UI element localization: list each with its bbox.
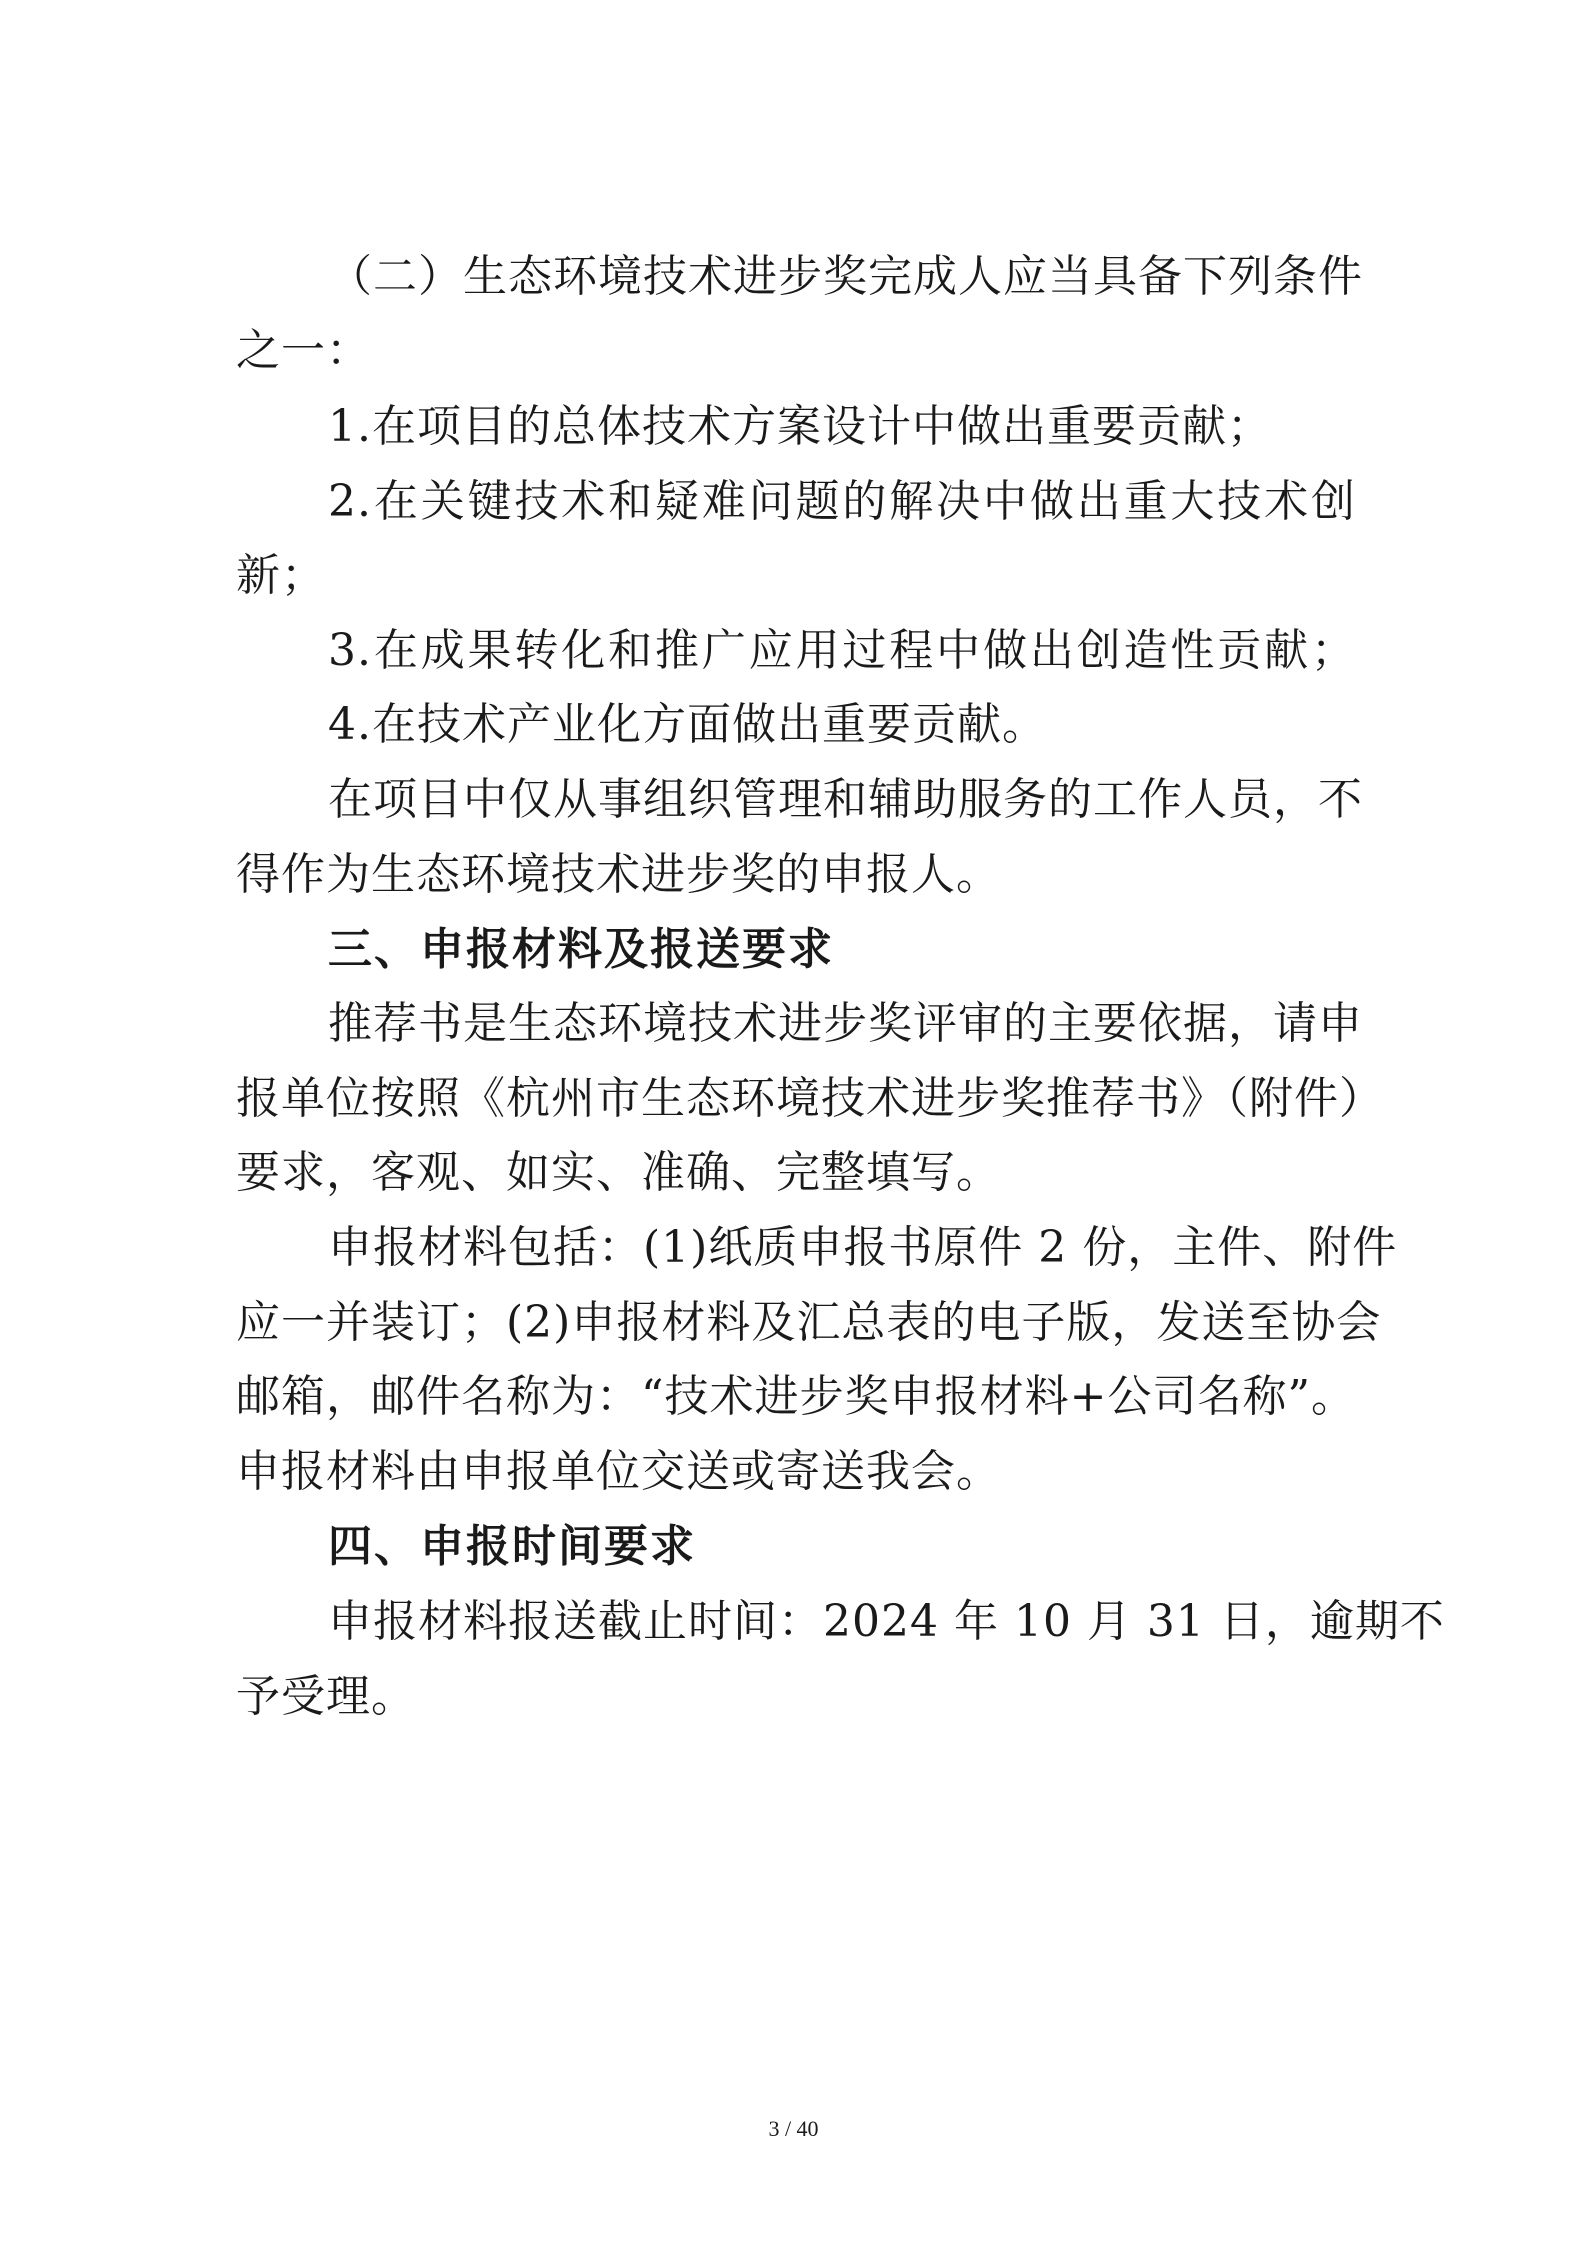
paragraph-line: 在项目中仅从事组织管理和辅助服务的工作人员，不: [328, 774, 1363, 825]
paragraph-line: 新；: [236, 550, 326, 601]
paragraph-line: 应一并装订；(2)申报材料及汇总表的电子版，发送至协会: [236, 1297, 1382, 1348]
paragraph-line: 得作为生态环境技术进步奖的申报人。: [236, 849, 1001, 900]
paragraph-line: 申报材料包括：(1)纸质申报书原件 2 份，主件、附件: [328, 1222, 1398, 1273]
paragraph-line: 推荐书是生态环境技术进步奖评审的主要依据，请申: [328, 998, 1363, 1049]
list-item-4: 4.在技术产业化方面做出重要贡献。: [328, 699, 1047, 750]
list-item-1: 1.在项目的总体技术方案设计中做出重要贡献；: [328, 401, 1272, 452]
paragraph-line: 申报材料报送截止时间：2024 年 10 月 31 日，逾期不: [328, 1596, 1445, 1647]
list-item-2: 2.在关键技术和疑难问题的解决中做出重大技术创: [328, 476, 1356, 527]
section-heading-3: 三、申报材料及报送要求: [328, 924, 834, 975]
paragraph-line: （二）生态环境技术进步奖完成人应当具备下列条件: [328, 251, 1363, 302]
paragraph-line: 之一：: [236, 325, 371, 376]
paragraph-line: 报单位按照《杭州市生态环境技术进步奖推荐书》（附件）: [236, 1073, 1384, 1124]
paragraph-line: 予受理。: [236, 1671, 416, 1722]
paragraph-line: 申报材料由申报单位交送或寄送我会。: [236, 1446, 1001, 1497]
paragraph-line: 要求，客观、如实、准确、完整填写。: [236, 1147, 1001, 1198]
list-item-3: 3.在成果转化和推广应用过程中做出创造性贡献；: [328, 625, 1356, 676]
paragraph-line: 邮箱，邮件名称为：“技术进步奖申报材料+公司名称”。: [236, 1371, 1356, 1422]
page-number: 3 / 40: [768, 2116, 819, 2141]
section-heading-4: 四、申报时间要求: [328, 1521, 696, 1572]
